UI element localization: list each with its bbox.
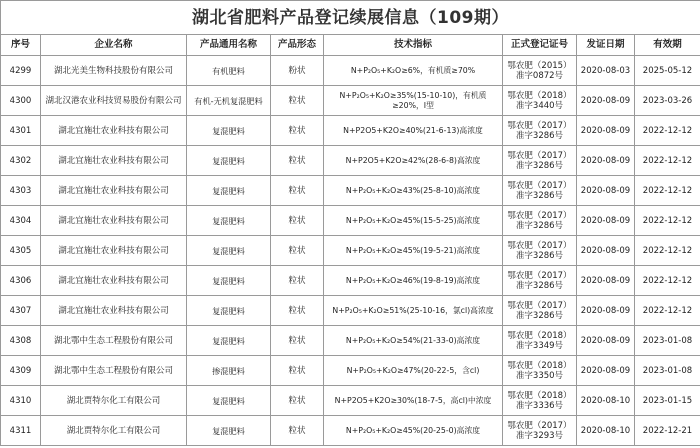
cell-tech: N+P₂O₅+K₂O≥35%(15-10-10)，有机质≥20%，I型 (324, 86, 503, 116)
cell-tech: N+P₂O₅+K₂O≥45%(20-25-0)高浓度 (324, 416, 503, 446)
table-body (1, 56, 700, 446)
cell-no: 4299 (1, 56, 41, 86)
cell-tech: N+P₂O₅+K₂O≥43%(25-8-10)高浓度 (324, 176, 503, 206)
header-reg: 正式登记证号 (503, 35, 577, 56)
cell-company: 湖北贾特尔化工有限公司 (41, 386, 187, 416)
table-row (1, 386, 700, 416)
reg-line-1: 鄂农肥（2018） (507, 390, 572, 401)
cell-expiry: 2023-01-15 (635, 386, 700, 416)
cell-no: 4310 (1, 386, 41, 416)
cell-company: 湖北宜施壮农业科技有限公司 (41, 146, 187, 176)
cell-form: 粒状 (271, 266, 324, 296)
cell-reg (503, 356, 577, 386)
reg-line-2: 准字3349号 (515, 340, 564, 351)
header-form: 产品形态 (271, 35, 324, 56)
cell-company: 湖北宜施壮农业科技有限公司 (41, 116, 187, 146)
cell-form: 粒状 (271, 146, 324, 176)
cell-tech: N+P₂O₅+K₂O≥47%(20-22-5，含cl) (324, 356, 503, 386)
cell-company: 湖北宜施壮农业科技有限公司 (41, 206, 187, 236)
cell-form: 粒状 (271, 86, 324, 116)
cell-no: 4304 (1, 206, 41, 236)
table-row (1, 266, 700, 296)
reg-line-1: 鄂农肥（2018） (507, 330, 572, 341)
table-row (1, 416, 700, 446)
cell-issue: 2020-08-09 (577, 146, 635, 176)
table-row (1, 206, 700, 236)
table-title: 湖北省肥料产品登记续展信息（109期） (1, 1, 700, 35)
cell-reg (503, 416, 577, 446)
cell-form: 粒状 (271, 326, 324, 356)
cell-product: 有机-无机复混肥料 (187, 86, 271, 116)
reg-line-2: 准字3286号 (515, 160, 564, 171)
cell-product: 复混肥料 (187, 296, 271, 326)
cell-tech: N+P₂O₅+K₂O≥46%(19-8-19)高浓度 (324, 266, 503, 296)
cell-no: 4305 (1, 236, 41, 266)
reg-line-2: 准字3286号 (515, 250, 564, 261)
reg-line-2: 准字3336号 (515, 400, 564, 411)
cell-form: 粒状 (271, 386, 324, 416)
header-product: 产品通用名称 (187, 35, 271, 56)
cell-form: 粒状 (271, 176, 324, 206)
cell-issue: 2020-08-09 (577, 326, 635, 356)
cell-expiry: 2022-12-12 (635, 146, 700, 176)
cell-no: 4303 (1, 176, 41, 206)
reg-line-1: 鄂农肥（2017） (507, 180, 572, 191)
cell-tech: N+P2O5+K2O≥30%(18-7-5，高cl)中浓度 (324, 386, 503, 416)
cell-reg (503, 326, 577, 356)
cell-company: 湖北鄂中生态工程股份有限公司 (41, 326, 187, 356)
table-row (1, 356, 700, 386)
reg-line-1: 鄂农肥（2017） (507, 300, 572, 311)
cell-form: 粒状 (271, 416, 324, 446)
cell-issue: 2020-08-09 (577, 176, 635, 206)
reg-line-2: 准字3440号 (515, 100, 564, 111)
cell-expiry: 2022-12-12 (635, 206, 700, 236)
reg-line-1: 鄂农肥（2017） (507, 240, 572, 251)
cell-expiry: 2023-01-08 (635, 326, 700, 356)
header-expiry: 有效期 (635, 35, 700, 56)
reg-line-2: 准字3286号 (515, 280, 564, 291)
cell-reg (503, 386, 577, 416)
cell-no: 4302 (1, 146, 41, 176)
cell-reg (503, 236, 577, 266)
table-row (1, 176, 700, 206)
cell-no: 4311 (1, 416, 41, 446)
cell-reg (503, 116, 577, 146)
reg-line-1: 鄂农肥（2018） (507, 360, 572, 371)
header-company: 企业名称 (41, 35, 187, 56)
reg-line-1: 鄂农肥（2015） (507, 60, 572, 71)
cell-reg (503, 86, 577, 116)
cell-expiry: 2023-01-08 (635, 356, 700, 386)
table-row (1, 86, 700, 116)
cell-reg (503, 56, 577, 86)
cell-product: 复混肥料 (187, 176, 271, 206)
cell-expiry: 2022-12-12 (635, 266, 700, 296)
cell-tech: N+P2O5+K2O≥42%(28-6-8)高浓度 (324, 146, 503, 176)
cell-company: 湖北宜施壮农业科技有限公司 (41, 176, 187, 206)
cell-no: 4309 (1, 356, 41, 386)
table-row (1, 236, 700, 266)
cell-expiry: 2022-12-21 (635, 416, 700, 446)
cell-issue: 2020-08-09 (577, 236, 635, 266)
header-tech: 技术指标 (324, 35, 503, 56)
cell-tech: N+P₂O₅+K₂O≥6%，有机质≥70% (324, 56, 503, 86)
table-row (1, 56, 700, 86)
cell-issue: 2020-08-09 (577, 116, 635, 146)
cell-issue: 2020-08-10 (577, 416, 635, 446)
header-issue: 发证日期 (577, 35, 635, 56)
cell-product: 复混肥料 (187, 116, 271, 146)
cell-reg (503, 146, 577, 176)
cell-form: 粉状 (271, 56, 324, 86)
cell-tech: N+P₂O₅+K₂O≥45%(19-5-21)高浓度 (324, 236, 503, 266)
title-row (1, 1, 700, 35)
cell-reg (503, 266, 577, 296)
header-row (1, 35, 700, 56)
reg-line-1: 鄂农肥（2017） (507, 270, 572, 281)
cell-no: 4301 (1, 116, 41, 146)
cell-tech: N+P₂O₅+K₂O≥54%(21-33-0)高浓度 (324, 326, 503, 356)
cell-issue: 2020-08-09 (577, 86, 635, 116)
cell-issue: 2020-08-09 (577, 206, 635, 236)
cell-form: 粒状 (271, 296, 324, 326)
cell-product: 复混肥料 (187, 386, 271, 416)
reg-line-2: 准字0872号 (515, 70, 564, 81)
table-row (1, 116, 700, 146)
cell-company: 湖北宜施壮农业科技有限公司 (41, 296, 187, 326)
cell-no: 4308 (1, 326, 41, 356)
table-row (1, 146, 700, 176)
cell-company: 湖北贾特尔化工有限公司 (41, 416, 187, 446)
reg-line-1: 鄂农肥（2017） (507, 120, 572, 131)
cell-issue: 2020-08-09 (577, 266, 635, 296)
reg-line-1: 鄂农肥（2018） (507, 90, 572, 101)
cell-product: 掺混肥料 (187, 356, 271, 386)
cell-reg (503, 206, 577, 236)
reg-line-2: 准字3286号 (515, 130, 564, 141)
cell-form: 粒状 (271, 236, 324, 266)
cell-reg (503, 296, 577, 326)
cell-issue: 2020-08-09 (577, 296, 635, 326)
cell-expiry: 2025-05-12 (635, 56, 700, 86)
reg-line-1: 鄂农肥（2017） (507, 420, 572, 431)
cell-expiry: 2022-12-12 (635, 236, 700, 266)
cell-company: 湖北宜施壮农业科技有限公司 (41, 236, 187, 266)
cell-product: 有机肥料 (187, 56, 271, 86)
cell-product: 复混肥料 (187, 236, 271, 266)
cell-form: 粒状 (271, 206, 324, 236)
cell-no: 4307 (1, 296, 41, 326)
cell-issue: 2020-08-09 (577, 356, 635, 386)
cell-expiry: 2022-12-12 (635, 116, 700, 146)
cell-product: 复混肥料 (187, 146, 271, 176)
reg-line-2: 准字3350号 (515, 370, 564, 381)
cell-product: 复混肥料 (187, 206, 271, 236)
reg-line-1: 鄂农肥（2017） (507, 150, 572, 161)
cell-product: 复混肥料 (187, 326, 271, 356)
cell-expiry: 2022-12-12 (635, 296, 700, 326)
cell-form: 粒状 (271, 356, 324, 386)
cell-reg (503, 176, 577, 206)
table-row (1, 296, 700, 326)
reg-line-2: 准字3286号 (515, 190, 564, 201)
cell-company: 湖北光美生物科技股份有限公司 (41, 56, 187, 86)
cell-no: 4300 (1, 86, 41, 116)
cell-product: 复混肥料 (187, 266, 271, 296)
cell-company: 湖北宜施壮农业科技有限公司 (41, 266, 187, 296)
cell-tech: N+P₂O₅+K₂O≥45%(15-5-25)高浓度 (324, 206, 503, 236)
cell-company: 湖北汉港农业科技贸易股份有限公司 (41, 86, 187, 116)
cell-no: 4306 (1, 266, 41, 296)
cell-issue: 2020-08-03 (577, 56, 635, 86)
table-row (1, 326, 700, 356)
cell-company: 湖北鄂中生态工程股份有限公司 (41, 356, 187, 386)
reg-line-2: 准字3286号 (515, 310, 564, 321)
cell-tech: N+P2O5+K2O≥40%(21-6-13)高浓度 (324, 116, 503, 146)
cell-product: 复混肥料 (187, 416, 271, 446)
cell-tech: N+P₂O₅+K₂O≥51%(25-10-16，氯cl)高浓度 (324, 296, 503, 326)
cell-form: 粒状 (271, 116, 324, 146)
cell-expiry: 2022-12-12 (635, 176, 700, 206)
reg-line-1: 鄂农肥（2017） (507, 210, 572, 221)
reg-line-2: 准字3286号 (515, 220, 564, 231)
reg-line-2: 准字3293号 (515, 430, 564, 441)
cell-issue: 2020-08-10 (577, 386, 635, 416)
cell-expiry: 2023-03-26 (635, 86, 700, 116)
header-no: 序号 (1, 35, 41, 56)
